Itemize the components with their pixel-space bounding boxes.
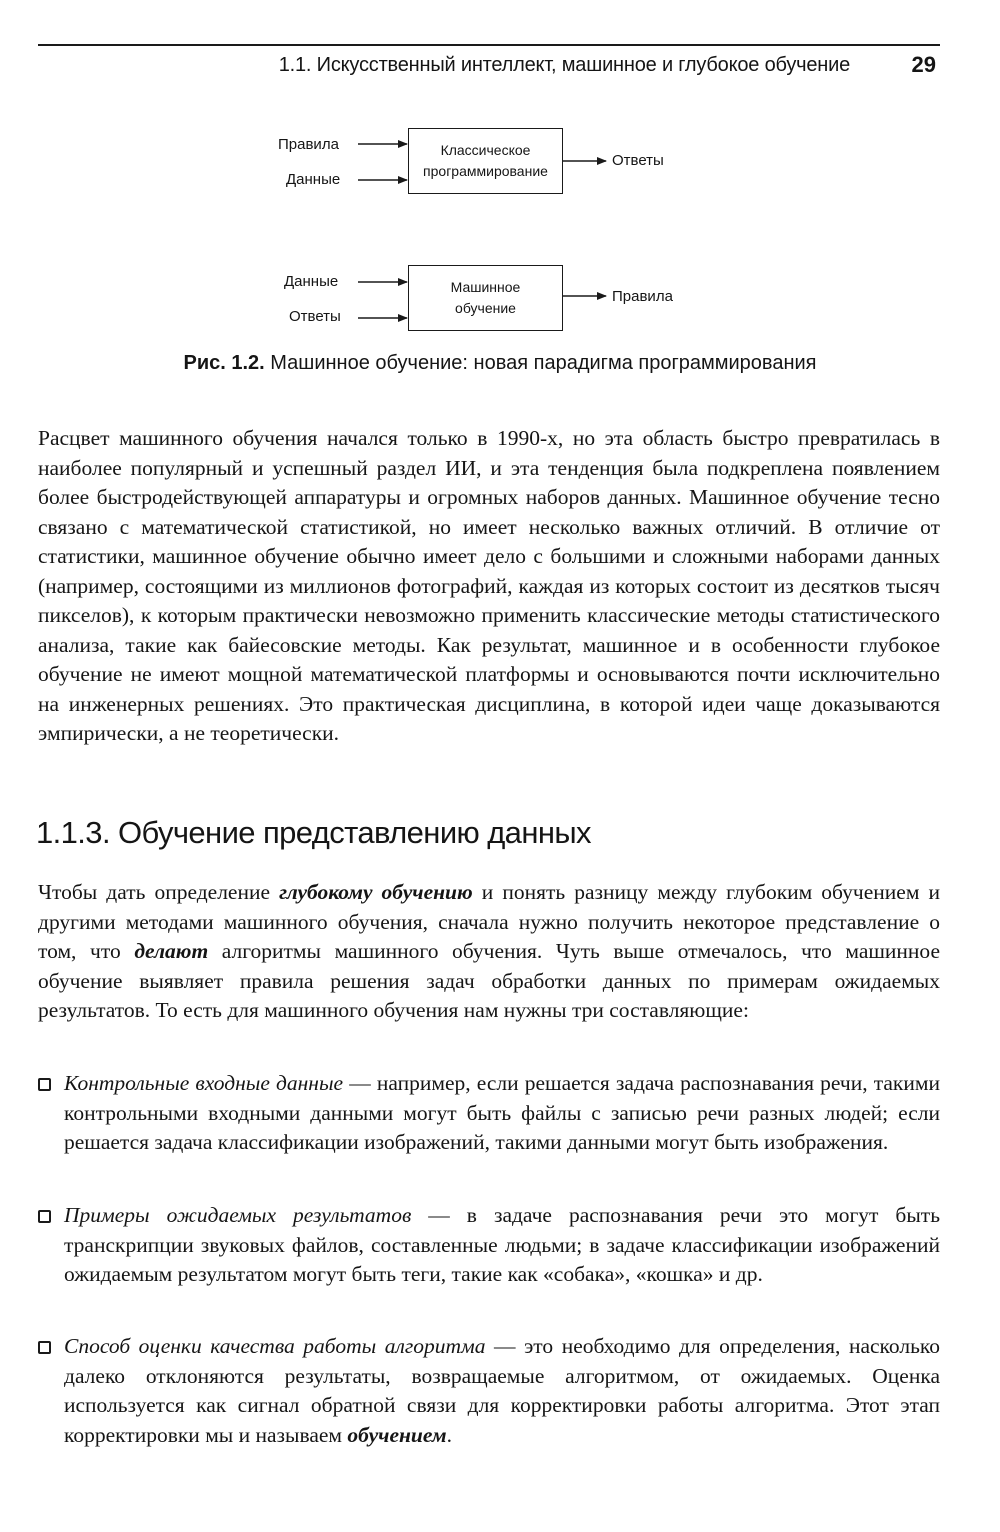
list-item-term: Способ оценки качества работы алгоритма <box>64 1334 486 1358</box>
ml-box-line-1: Машинное <box>450 279 521 295</box>
bottom-input-label-2: Ответы <box>289 308 341 325</box>
checkbox-bullet-icon <box>38 1341 51 1354</box>
bottom-output-label: Правила <box>612 288 673 305</box>
list-item-body: — например, если решается задача распознавания речи, такими контрольными входными данными могут быть файлы с записью речи разных людей; если решается задача классификации изображений, такими данными могут быть изображения. <box>64 1071 940 1154</box>
top-input-label-2: Данные <box>286 171 341 188</box>
paragraph-ml-history: Расцвет машинного обучения начался только в 1990-х, но эта область быстро превратилась в наиболее популярный и успешный раздел ИИ, и эта тенденция была подкреплена появлением более быстродействующей аппаратуры и огромных наборов данных. Машинное обучение тесно связано с математической статистикой, но имеет несколько важных отличий. В отличие от статистики, машинное обучение обычно имеет дело с большими и сложными наборами данных (например, состоящими из миллионов фотографий, каждая из которых состоит из десятков тысяч пикселов), к которым практически невозможно применить классические методы статистического анализа, такие как байесовские методы. Как результат, машинное и в особенности глубокое обучение не имеют мощной математической платформы и основываются почти исключительно на инженерных решениях. Это практическая дисциплина, в которой идеи чаще доказываются эмпирически, а не теоретически. <box>38 426 940 745</box>
list-item-text <box>64 1201 940 1290</box>
p2-part-2: и понять разницу между глубоким обучением и другими методами машинного обучения, сначала нужно получить некоторое представление о том, что <box>38 880 940 963</box>
running-title: 1.1. Искусственный интеллект, машинное и глубокое обучение <box>278 54 850 76</box>
figure-diagram <box>270 120 730 340</box>
machine-learning-box <box>408 265 563 331</box>
bottom-input-label-1: Данные <box>284 273 339 290</box>
checkbox-bullet-icon <box>38 1210 51 1223</box>
list-item-term: Контрольные входные данные <box>64 1071 344 1095</box>
classic-programming-box <box>408 128 563 194</box>
caption-text: Машинное обучение: новая парадигма программирования <box>264 352 817 374</box>
p2-emphasis-deep-learning: глубокому обучению <box>279 880 473 904</box>
list-item-term: Примеры ожидаемых результатов <box>64 1203 412 1227</box>
paragraph-definition <box>38 878 940 1026</box>
p2-emphasis-do: делают <box>134 939 209 963</box>
ml-box-line-2: обучение <box>455 300 516 316</box>
p2-part-3: алгоритмы машинного обучения. Чуть выше отмечалось, что машинное обучение выявляет правила решения задач обработки данных по примерам ожидаемых результатов. То есть для машинного обучения нам нужны три составляющие: <box>38 939 940 1022</box>
top-output-label: Ответы <box>612 152 664 169</box>
header-rule <box>38 44 940 46</box>
list-item-body: — в задаче распознавания речи это могут быть транскрипции звуковых файлов, составленные людьми; в задаче классификации изображений ожидаемым результатом могут быть теги, такие как «собака», «кошка» и др. <box>64 1203 940 1286</box>
classic-box-line-1: Классическое <box>440 142 531 158</box>
classic-box-line-2: программирование <box>423 163 548 179</box>
list-item-body: — это необходимо для определения, насколько далеко отклоняются результаты, возвращаемые алгоритмом, от ожидаемых. Оценка используется как сигнал обратной связи для корректировки работы алгоритма. Этот этап корректировки мы и называем <box>64 1334 940 1447</box>
figure-caption <box>0 352 1000 375</box>
top-input-label-1: Правила <box>278 136 339 153</box>
list-item-term-training: обучением <box>347 1422 447 1447</box>
checkbox-bullet-icon <box>38 1078 51 1091</box>
running-head <box>38 50 940 86</box>
p2-part-1: Чтобы дать определение <box>38 880 280 904</box>
list-item-text <box>64 1069 940 1158</box>
section-heading: 1.1.3. Обучение представлению данных <box>36 815 591 850</box>
list-item-tail: . <box>446 1422 452 1447</box>
list-item-text <box>64 1332 940 1450</box>
caption-label: Рис. 1.2. <box>183 352 265 374</box>
page-number: 29 <box>911 52 936 77</box>
